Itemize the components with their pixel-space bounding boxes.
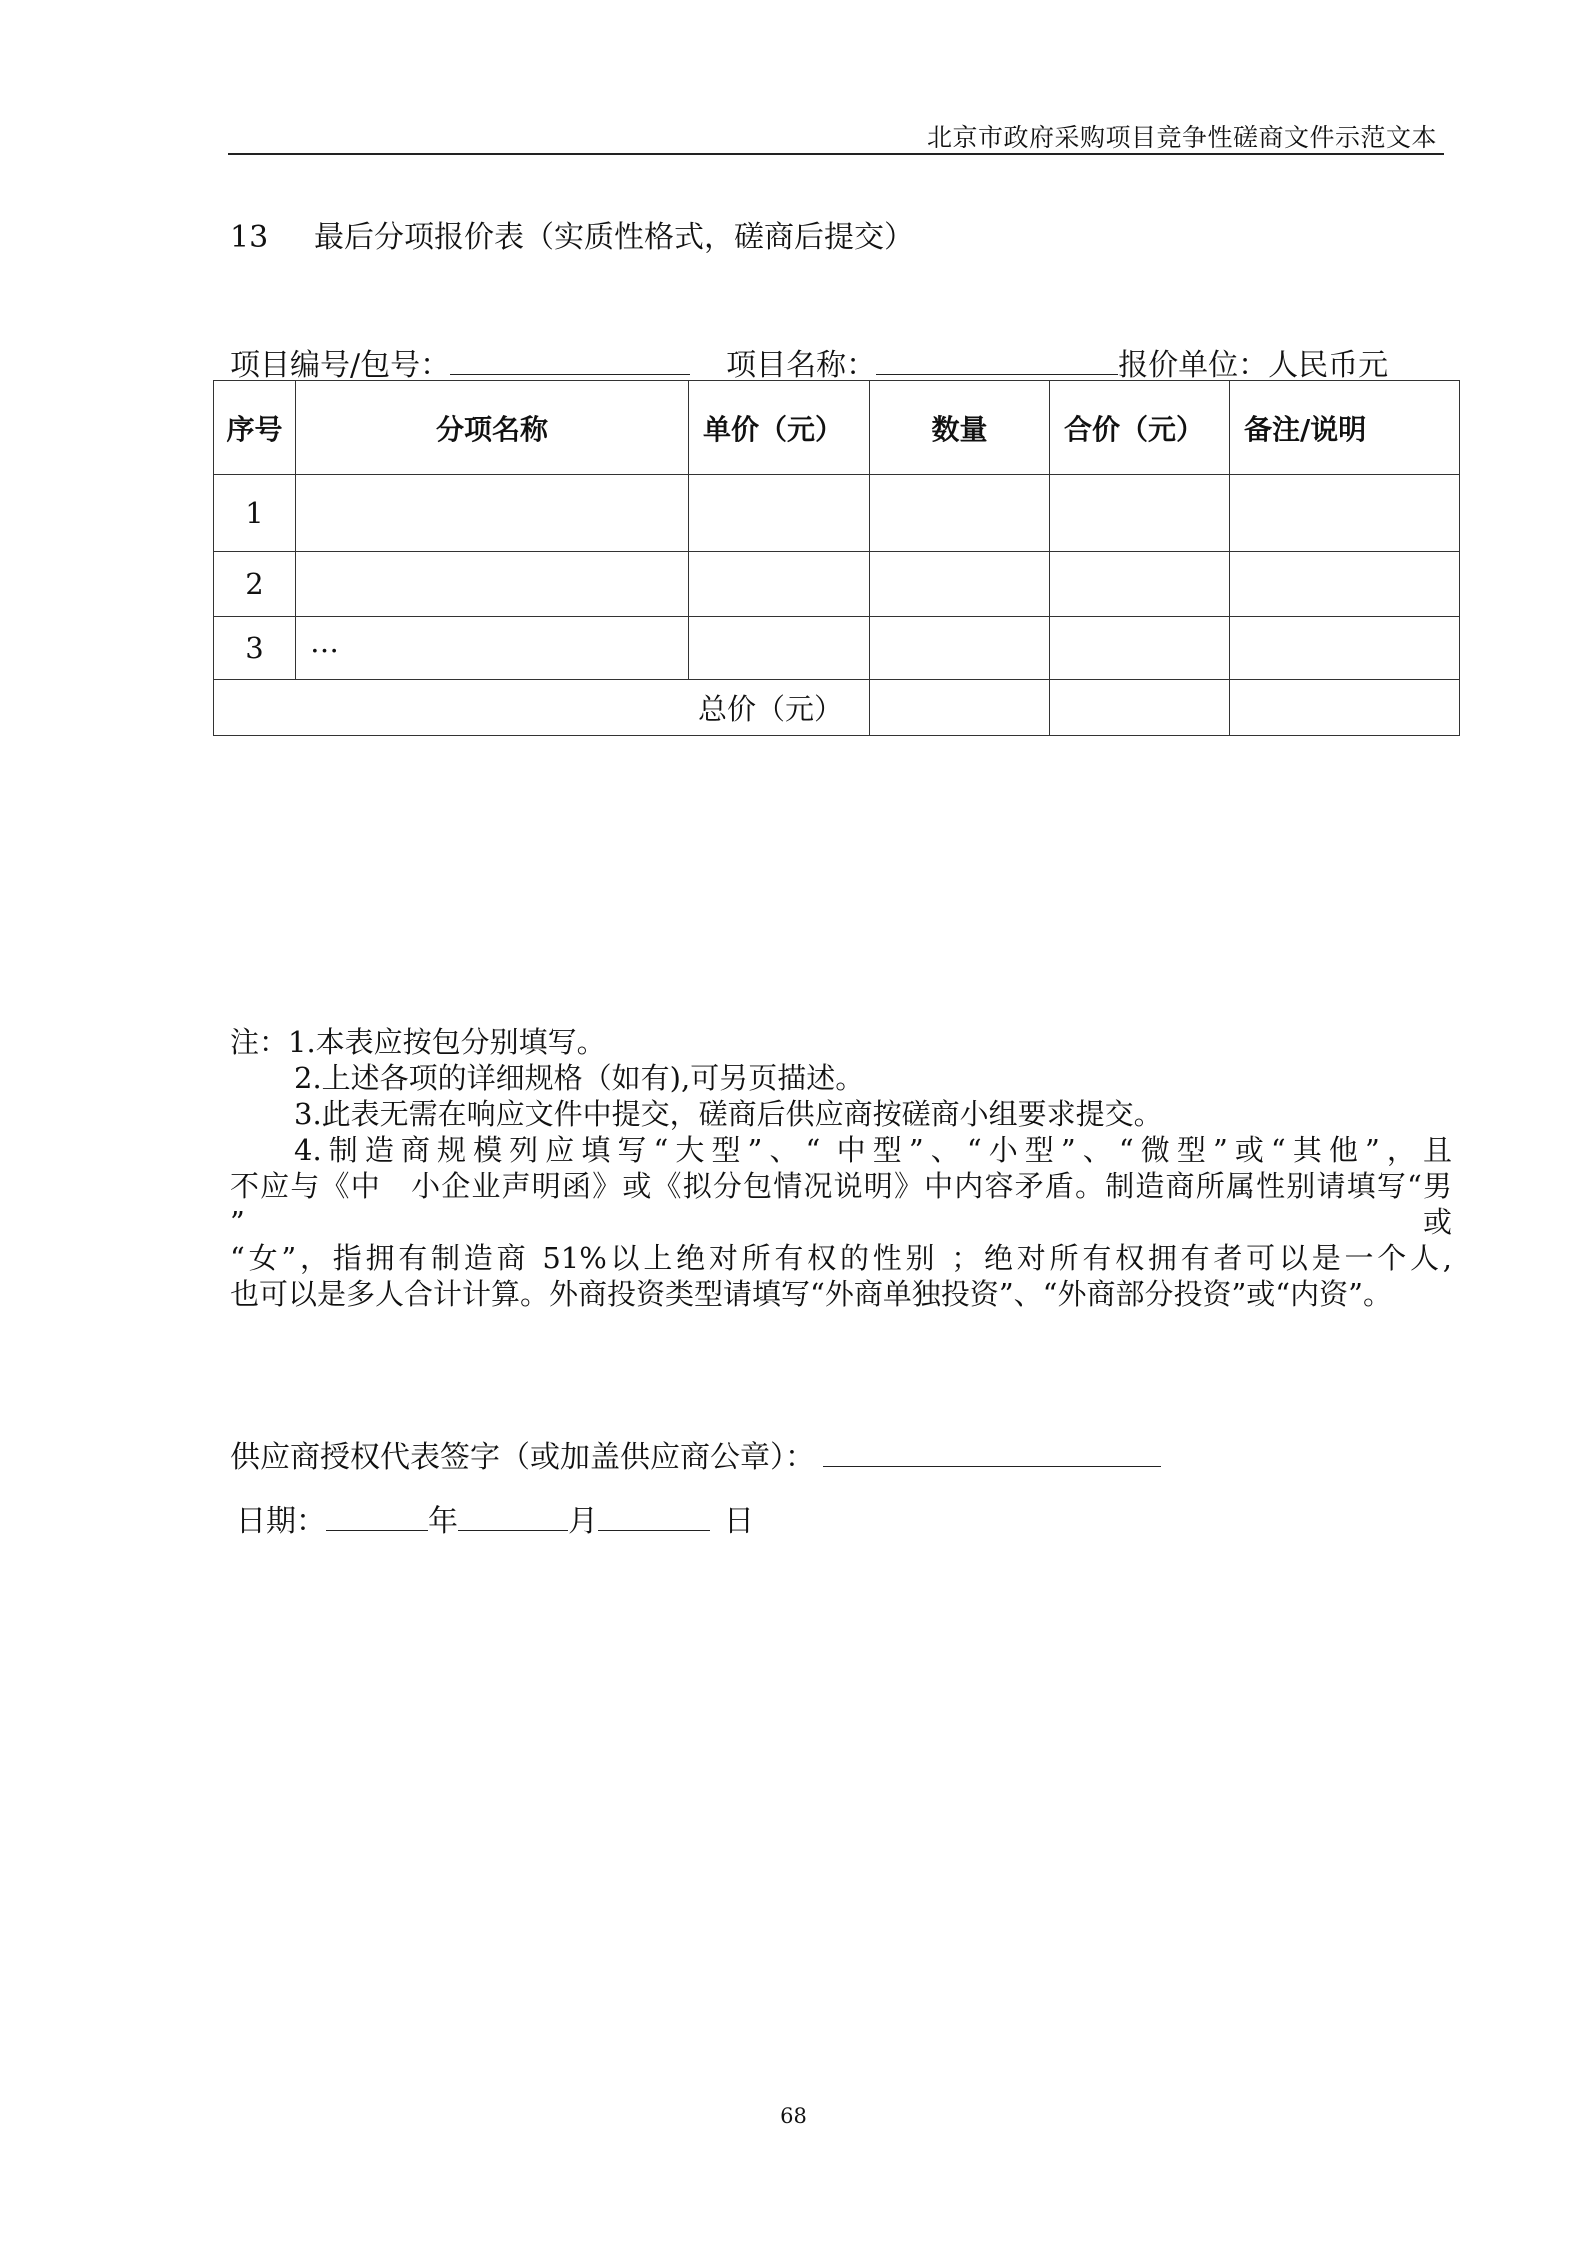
page-number: 68 [780,2104,807,2128]
date-label: 日期： [236,1504,326,1539]
note-continuation: 也可以是多人合计计算。外商投资类型请填写“外商单独投资”、“外商部分投资”或“内资”。 [230,1277,1392,1311]
signature-label: 供应商授权代表签字（或加盖供应商公章）： [230,1440,815,1475]
quantity-cell[interactable] [870,552,1050,617]
notes-prefix: 注： [230,1025,289,1059]
note-item: 1.本表应按包分别填写。 [288,1025,606,1059]
year-blank[interactable] [326,1504,428,1531]
note-item: 2.上述各项的详细规格（如有),可另页描述。 [294,1061,865,1095]
header-quantity: 数量 [870,381,1050,475]
table-row [214,475,1460,552]
itemized-quote-table [213,380,1460,736]
subtotal-cell[interactable] [1050,475,1230,552]
day-label: 日 [724,1504,754,1539]
currency-label: 报价单位：人民币元 [1118,348,1389,383]
project-name-blank[interactable] [876,348,1118,375]
unit-price-cell[interactable] [689,475,870,552]
header-item-name: 分项名称 [296,381,689,475]
note-item: 4.制造商规模列应填写“大型”、“ 中型”、“小型”、“微型”或“其他”，且 [294,1133,1452,1167]
remarks-cell[interactable] [1230,475,1460,552]
note-continuation: 不应与《中 小企业声明函》或《拟分包情况说明》中内容矛盾。制造商所属性别请填写“男 ”或 [230,1169,1452,1239]
month-blank[interactable] [458,1504,568,1531]
total-row [214,680,1460,736]
note-continuation: “女”，指拥有制造商 51%以上绝对所有权的性别 ；绝对所有权拥有者可以是一个人, [230,1241,1452,1275]
table-row [214,552,1460,617]
project-no-blank[interactable] [450,348,690,375]
row-seq: 2 [214,552,296,617]
month-label: 月 [568,1504,598,1539]
remarks-cell[interactable] [1230,617,1460,680]
total-label: 总价（元） [214,680,870,736]
signature-blank[interactable] [823,1440,1161,1467]
date-row [236,1496,754,1540]
header-unit-price: 单价（元） [689,381,870,475]
header-seq: 序号 [214,381,296,475]
project-info-row [230,340,1388,384]
running-header-title: 北京市政府采购项目竞争性磋商文件示范文本 [926,123,1437,152]
section-heading [230,212,914,256]
table-row [214,617,1460,680]
note-line [230,1024,1452,1060]
day-blank[interactable] [598,1504,710,1531]
unit-price-cell[interactable] [689,552,870,617]
row-seq: 3 [214,617,296,680]
total-amount-cell[interactable] [1050,680,1230,736]
quantity-cell[interactable] [870,475,1050,552]
item-name-cell[interactable] [296,475,689,552]
unit-price-cell[interactable] [689,617,870,680]
quantity-cell[interactable] [870,617,1050,680]
note-item: 3.此表无需在响应文件中提交，磋商后供应商按磋商小组要求提交。 [294,1097,1163,1131]
subtotal-cell[interactable] [1050,552,1230,617]
remarks-cell[interactable] [1230,552,1460,617]
section-number: 13 [230,220,269,255]
row-seq: 1 [214,475,296,552]
total-quantity-cell[interactable] [870,680,1050,736]
project-name-label: 项目名称： [726,348,877,383]
year-label: 年 [428,1504,458,1539]
header-subtotal: 合价（元） [1050,381,1230,475]
project-no-label: 项目编号/包号： [230,348,451,383]
section-title: 最后分项报价表（实质性格式，磋商后提交） [314,220,914,255]
notes-block [230,1024,1452,1312]
header-divider [228,153,1444,155]
signature-row [230,1432,1161,1476]
item-name-cell[interactable] [296,552,689,617]
item-name-cell[interactable]: … [296,617,689,680]
subtotal-cell[interactable] [1050,617,1230,680]
header-remarks: 备注/说明 [1230,381,1460,475]
table-header-row [214,381,1460,475]
total-remarks-cell[interactable] [1230,680,1460,736]
